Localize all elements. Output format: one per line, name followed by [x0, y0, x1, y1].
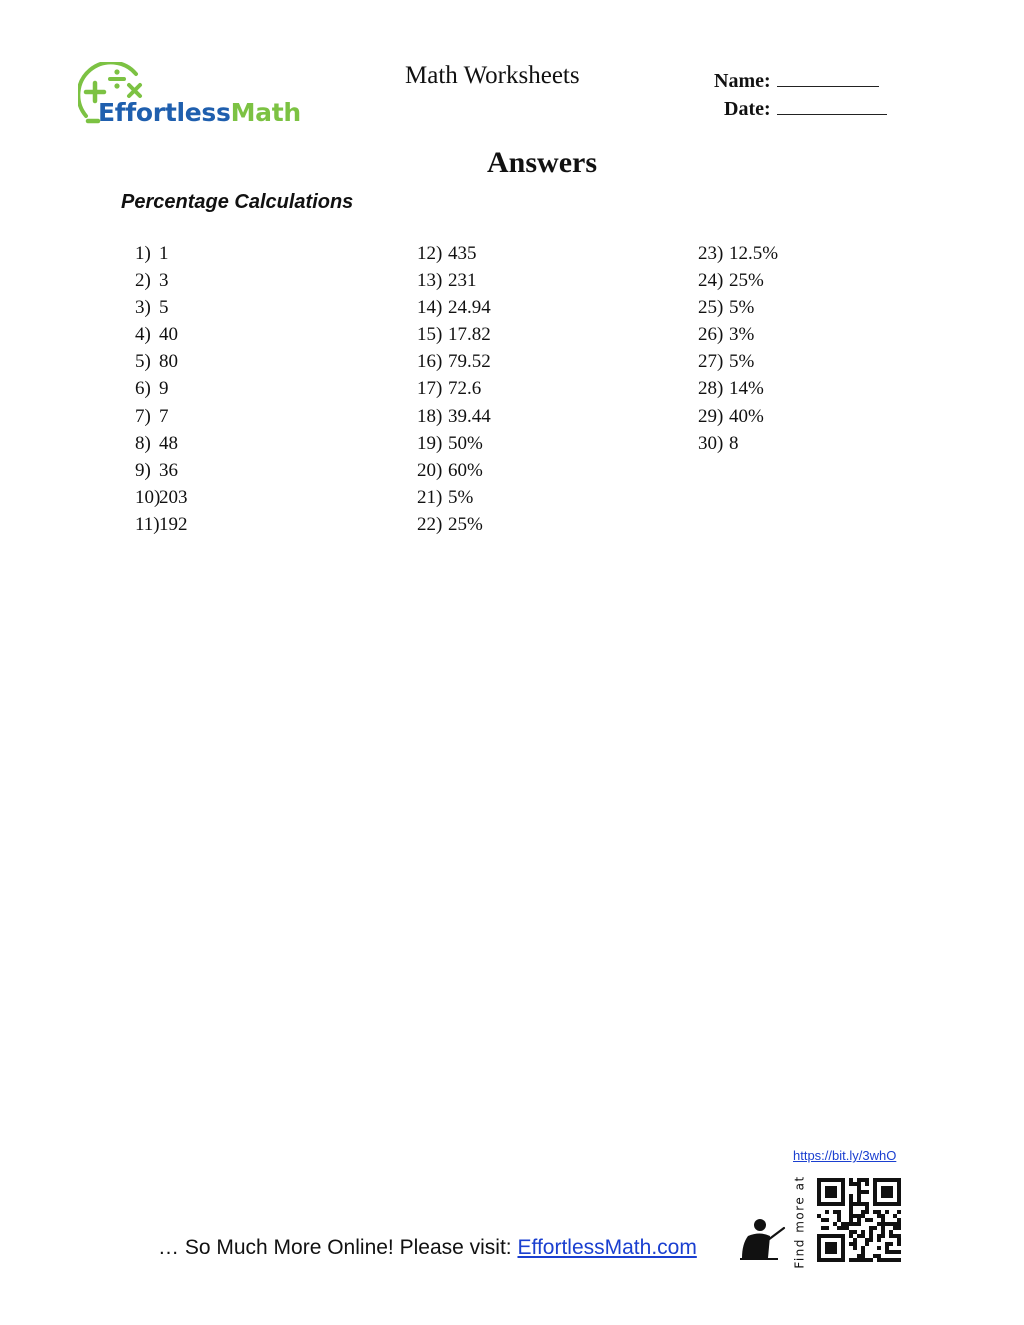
answer-value: 39.44 [448, 405, 491, 427]
answer-number: 15) [417, 324, 443, 346]
answer-value: 435 [448, 243, 477, 264]
answer-item [135, 375, 188, 402]
answer-number: 1) [135, 243, 151, 264]
answer-item [135, 484, 188, 511]
answer-value: 5% [729, 297, 755, 319]
answer-value: 3% [729, 324, 755, 346]
find-more-label [790, 1175, 810, 1269]
worksheet-header-title: Math Worksheets [405, 62, 580, 89]
answer-value: 1 [159, 243, 169, 264]
answer-item [698, 403, 778, 430]
answer-item [417, 430, 491, 457]
answer-number: 4) [135, 324, 151, 346]
answer-value: 5% [448, 486, 474, 508]
answer-number: 27) [698, 351, 724, 373]
footer-message: … So Much More Online! Please visit: [158, 1236, 518, 1259]
answer-number: 16) [417, 351, 443, 373]
answers-column-3 [698, 240, 778, 457]
teacher-icon [738, 1218, 786, 1262]
answer-item [135, 511, 188, 538]
answer-number: 8) [135, 432, 151, 454]
answer-number: 24) [698, 270, 724, 292]
answer-item [135, 267, 188, 294]
answers-column-2 [417, 240, 491, 538]
answer-value: 17.82 [448, 324, 491, 346]
date-label: Date: [724, 98, 771, 120]
answer-value: 9 [159, 378, 169, 400]
answer-item [135, 348, 188, 375]
answer-number: 13) [417, 270, 443, 292]
answer-value: 3 [159, 270, 169, 292]
answer-number: 18) [417, 405, 443, 427]
answer-value: 7 [159, 405, 169, 427]
answer-item [135, 430, 188, 457]
answer-value: 5% [729, 351, 755, 373]
answer-item [135, 321, 188, 348]
answer-value: 25% [448, 513, 483, 535]
answer-number: 6) [135, 378, 151, 400]
footer-link[interactable]: EffortlessMath.com [517, 1236, 697, 1259]
section-title: Percentage Calculations [121, 191, 354, 213]
answer-item [698, 321, 778, 348]
logo-word-math: Math [230, 98, 301, 127]
answer-value: 192 [159, 513, 188, 535]
answer-item [417, 511, 491, 538]
answer-number: 3) [135, 297, 151, 319]
answer-item [698, 294, 778, 321]
answer-item [417, 321, 491, 348]
answer-value: 24.94 [448, 297, 491, 319]
answer-value: 72.6 [448, 378, 482, 400]
answer-number: 10) [135, 486, 161, 508]
answer-item [417, 375, 491, 402]
answer-value: 60% [448, 459, 483, 481]
answer-value: 40% [729, 405, 764, 427]
answer-item [135, 457, 188, 484]
answer-item [417, 294, 491, 321]
answer-value: 80 [159, 351, 178, 373]
answer-number: 19) [417, 432, 443, 454]
name-field[interactable] [714, 70, 879, 93]
answer-item [698, 267, 778, 294]
answer-number: 30) [698, 432, 724, 454]
answer-number: 7) [135, 405, 151, 427]
answer-item [417, 403, 491, 430]
answer-number: 21) [417, 486, 443, 508]
logo-wordmark [98, 98, 301, 127]
answer-number: 14) [417, 297, 443, 319]
find-more-text: Find more at [793, 1175, 808, 1269]
name-blank-line[interactable] [777, 72, 879, 87]
answer-item [698, 375, 778, 402]
answer-number: 26) [698, 324, 724, 346]
answer-value: 25% [729, 270, 764, 292]
answer-number: 2) [135, 270, 151, 292]
answer-item [417, 240, 491, 267]
answer-item [417, 348, 491, 375]
answer-value: 79.52 [448, 351, 491, 373]
answers-column-1 [135, 240, 188, 538]
answer-number: 12) [417, 243, 443, 264]
answer-number: 5) [135, 351, 151, 373]
answer-value: 203 [159, 486, 188, 508]
date-blank-line[interactable] [777, 100, 887, 115]
answer-number: 11) [135, 513, 160, 535]
answer-number: 17) [417, 378, 443, 400]
answer-item [698, 348, 778, 375]
answer-value: 12.5% [729, 243, 779, 264]
answer-value: 5 [159, 297, 169, 319]
answer-number: 25) [698, 297, 724, 319]
date-field[interactable] [724, 98, 887, 121]
answer-item [698, 430, 778, 457]
answer-value: 36 [159, 459, 178, 481]
answer-number: 9) [135, 459, 151, 481]
answer-number: 22) [417, 513, 443, 535]
qr-link[interactable]: https://bit.ly/3whO [793, 1148, 897, 1163]
answer-number: 28) [698, 378, 724, 400]
answer-item [417, 484, 491, 511]
answer-number: 20) [417, 459, 443, 481]
answer-item [135, 294, 188, 321]
footer-text [158, 1236, 697, 1260]
qr-code-icon[interactable] [817, 1178, 901, 1262]
logo-word-effortless: Effortless [98, 98, 231, 127]
answer-item [417, 457, 491, 484]
answer-item [135, 240, 188, 267]
answer-value: 50% [448, 432, 483, 454]
page-title: Answers [487, 146, 597, 179]
answer-number: 23) [698, 243, 724, 264]
answer-value: 40 [159, 324, 178, 346]
effortlessmath-logo [78, 62, 318, 140]
answer-number: 29) [698, 405, 724, 427]
answer-item [135, 403, 188, 430]
answer-value: 14% [729, 378, 764, 400]
answer-item [698, 240, 778, 267]
answer-item [417, 267, 491, 294]
name-label: Name: [714, 70, 771, 92]
answer-value: 231 [448, 270, 477, 292]
answer-value: 48 [159, 432, 178, 454]
answer-value: 8 [729, 432, 739, 454]
